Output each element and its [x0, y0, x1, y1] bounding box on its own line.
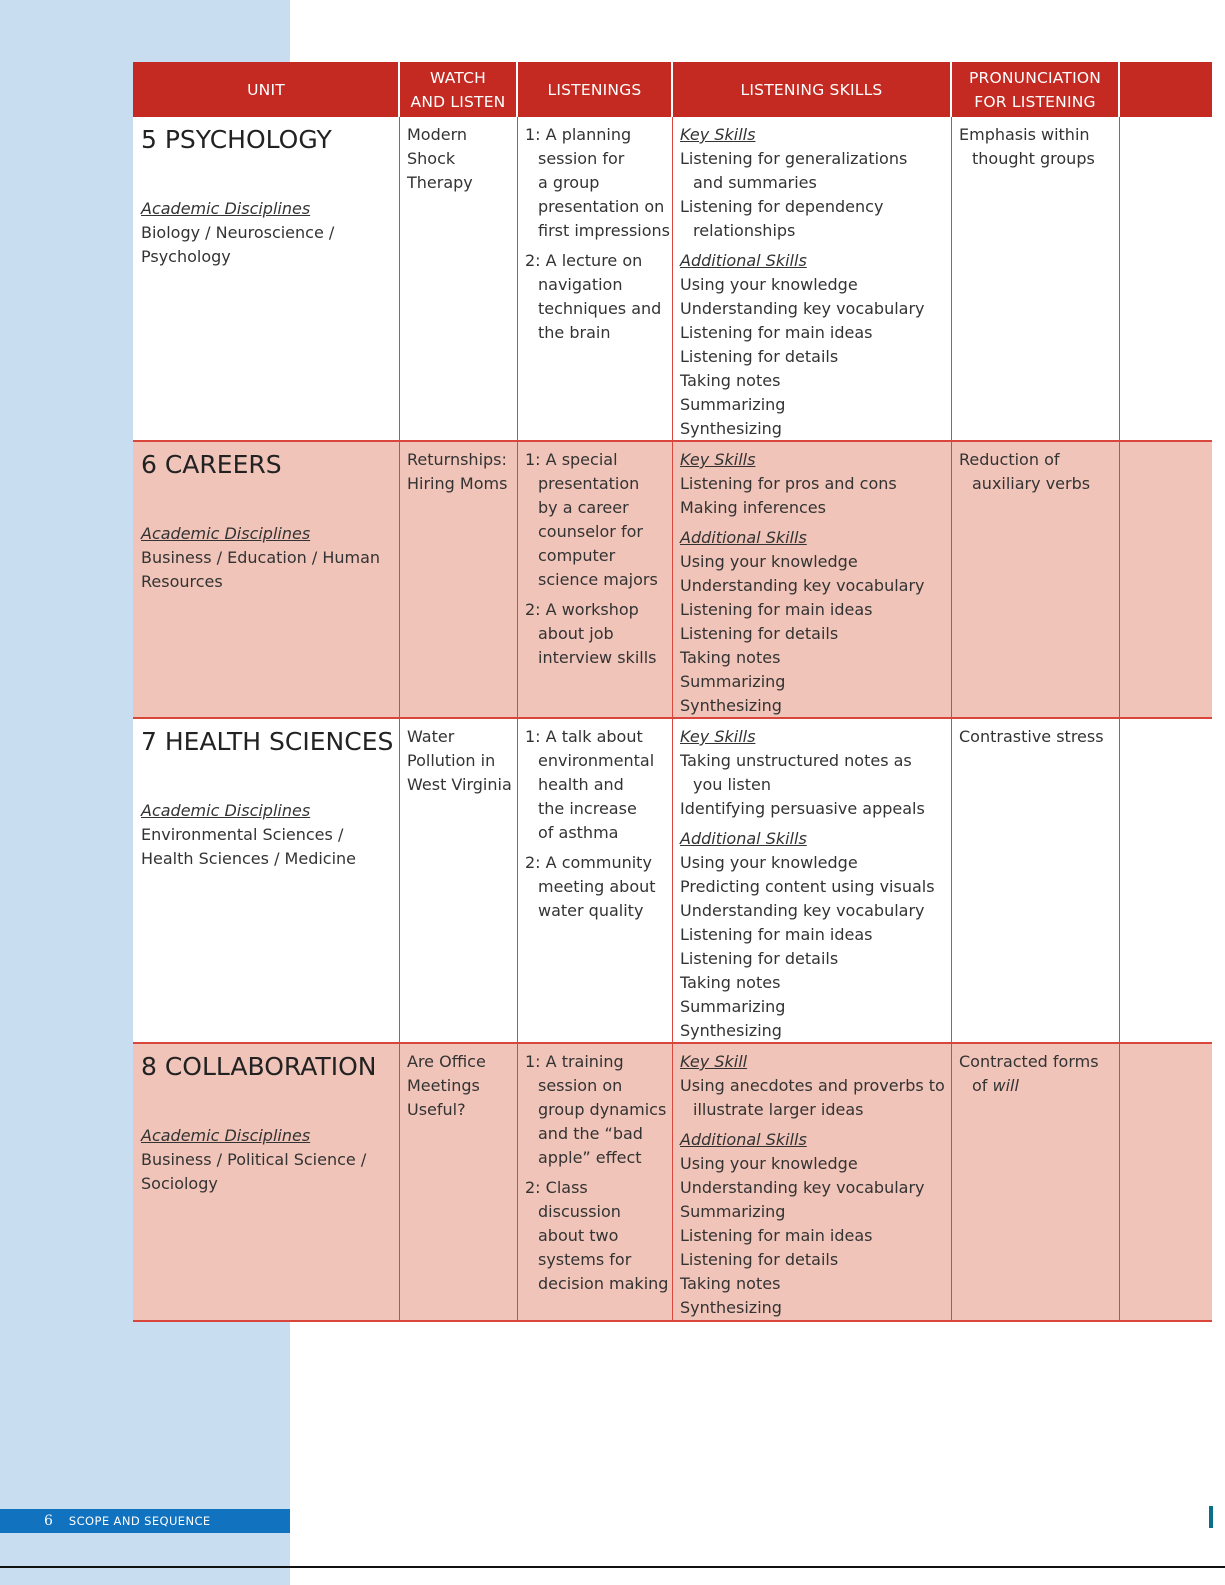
academic-disciplines-list: Business / Political Science / Sociology	[141, 1150, 367, 1193]
listening-item: 1: A training session on group dynamics and the “bad apple” effect	[525, 1052, 667, 1167]
additional-skills-label: Additional Skills	[680, 829, 807, 848]
unit-title: 8 COLLABORATION	[141, 1052, 377, 1081]
additional-skill-item: Listening for details	[680, 347, 839, 366]
header-unit	[133, 62, 399, 117]
unit-row	[133, 719, 1212, 1044]
key-skills-label: Key Skills	[680, 450, 756, 469]
listening-item: 1: A special presentation by a career counselor for computer science majors	[525, 450, 658, 589]
listening-skills-cell	[680, 123, 950, 441]
column-divider	[951, 719, 953, 1042]
header-divider	[1118, 62, 1120, 117]
key-skill-item: Taking unstructured notes as you listen	[680, 751, 912, 794]
watch-listen-cell	[407, 123, 517, 195]
additional-skill-item: Summarizing	[680, 672, 786, 691]
additional-skill-item: Taking notes	[680, 973, 781, 992]
additional-skill-item: Synthesizing	[680, 419, 782, 438]
additional-skills-label: Additional Skills	[680, 251, 807, 270]
additional-skill-item: Summarizing	[680, 395, 786, 414]
watch-title: Modern Shock Therapy	[407, 125, 473, 192]
key-skills-label: Key Skill	[680, 1052, 748, 1071]
edge-mark	[1209, 1506, 1213, 1528]
pronunciation-italic-word: will	[992, 1076, 1019, 1095]
header-listening-skills	[673, 62, 950, 117]
listening-item: 2: A lecture on navigation techniques and the brain	[525, 251, 662, 342]
pronunciation-cell: Contrastive stress	[959, 727, 1104, 746]
additional-skill-item: Synthesizing	[680, 1021, 782, 1040]
key-skill-item: Listening for generalizations and summaries	[680, 149, 908, 192]
key-skill-item: Listening for dependency relationships	[680, 197, 884, 240]
column-divider	[672, 442, 674, 717]
unit-title: 7 HEALTH SCIENCES	[141, 727, 394, 756]
column-divider	[672, 719, 674, 1042]
watch-listen-cell	[407, 448, 517, 496]
key-skills-label: Key Skills	[680, 727, 756, 746]
key-skills-label: Key Skills	[680, 125, 756, 144]
additional-skill-item: Understanding key vocabulary	[680, 1178, 925, 1197]
listening-item: 2: A workshop about job interview skills	[525, 600, 657, 667]
header-pronunciation-text: PRONUNCIATION FOR LISTENING	[968, 68, 1102, 111]
unit-cell	[141, 725, 399, 871]
academic-disciplines-list: Biology / Neuroscience / Psychology	[141, 223, 335, 266]
academic-disciplines-label: Academic Disciplines	[141, 801, 311, 820]
pronunciation-cell: Emphasis within thought groups	[959, 125, 1095, 168]
key-skill-item: Identifying persuasive appeals	[680, 799, 925, 818]
additional-skill-item: Taking notes	[680, 648, 781, 667]
column-divider	[951, 1044, 953, 1320]
watch-listen-cell	[407, 725, 517, 797]
academic-disciplines-label: Academic Disciplines	[141, 524, 311, 543]
listening-item: 2: Class discussion about two systems for decision making	[525, 1178, 669, 1293]
additional-skill-item: Listening for details	[680, 624, 839, 643]
additional-skill-item: Using your knowledge	[680, 1154, 858, 1173]
header-listenings	[518, 62, 671, 117]
additional-skill-item: Taking notes	[680, 1274, 781, 1293]
watch-title: Returnships: Hiring Moms	[407, 450, 508, 493]
unit-row	[133, 117, 1212, 442]
listening-skills-cell	[680, 1050, 950, 1320]
table-header	[133, 62, 1212, 117]
academic-disciplines-list: Environmental Sciences / Health Sciences / Medicine	[141, 825, 357, 868]
academic-disciplines-list: Business / Education / Human Resources	[141, 548, 381, 591]
key-skill-item: Making inferences	[680, 498, 826, 517]
watch-title: Water Pollution in West Virginia	[407, 727, 512, 794]
watch-title: Are Office Meetings Useful?	[407, 1052, 486, 1119]
additional-skill-item: Predicting content using visuals	[680, 877, 935, 896]
listening-item: 2: A community meeting about water quality	[525, 853, 656, 920]
additional-skill-item: Summarizing	[680, 1202, 786, 1221]
additional-skill-item: Taking notes	[680, 371, 781, 390]
additional-skill-item: Using your knowledge	[680, 275, 858, 294]
additional-skill-item: Summarizing	[680, 997, 786, 1016]
header-watch	[400, 62, 516, 117]
key-skill-item: Listening for pros and cons	[680, 474, 897, 493]
pronunciation-cell: Contracted forms of will	[959, 1052, 1099, 1095]
pronunciation-cell: Reduction of auxiliary verbs	[959, 450, 1091, 493]
column-divider	[1119, 719, 1121, 1042]
key-skill-item: Using anecdotes and proverbs to illustrate larger ideas	[680, 1076, 945, 1119]
unit-title: 5 PSYCHOLOGY	[141, 125, 332, 154]
page-footer	[0, 1509, 290, 1533]
unit-row	[133, 442, 1212, 719]
additional-skill-item: Synthesizing	[680, 696, 782, 715]
listenings-cell	[525, 725, 671, 929]
additional-skill-item: Using your knowledge	[680, 552, 858, 571]
listening-item: 1: A talk about environmental health and the increase of asthma	[525, 727, 655, 842]
scope-sequence-table	[133, 62, 1212, 1322]
listening-item: 1: A planning session for a group presentation on first impressions	[525, 125, 670, 240]
column-divider	[672, 1044, 674, 1320]
column-divider	[672, 117, 674, 440]
page-number: 6	[44, 1513, 53, 1529]
additional-skill-item: Understanding key vocabulary	[680, 299, 925, 318]
column-divider	[951, 442, 953, 717]
additional-skill-item: Listening for main ideas	[680, 323, 873, 342]
header-watch-text: WATCH AND LISTEN	[410, 68, 506, 111]
unit-title: 6 CAREERS	[141, 450, 282, 479]
additional-skill-item: Listening for details	[680, 949, 839, 968]
additional-skill-item: Synthesizing	[680, 1298, 782, 1317]
additional-skill-item: Listening for details	[680, 1250, 839, 1269]
listenings-cell	[525, 1050, 671, 1302]
page-bottom-rule	[0, 1566, 1225, 1568]
header-pronunciation	[952, 62, 1118, 117]
additional-skills-label: Additional Skills	[680, 528, 807, 547]
additional-skill-item: Understanding key vocabulary	[680, 901, 925, 920]
additional-skill-item: Understanding key vocabulary	[680, 576, 925, 595]
additional-skill-item: Listening for main ideas	[680, 925, 873, 944]
additional-skill-item: Listening for main ideas	[680, 1226, 873, 1245]
header-skills-text: LISTENING SKILLS	[740, 80, 883, 99]
unit-cell	[141, 1050, 399, 1196]
listenings-cell	[525, 123, 671, 351]
header-unit-text: UNIT	[247, 80, 285, 99]
unit-row	[133, 1044, 1212, 1322]
additional-skill-item: Using your knowledge	[680, 853, 858, 872]
academic-disciplines-label: Academic Disciplines	[141, 1126, 311, 1145]
additional-skill-item: Listening for main ideas	[680, 600, 873, 619]
footer-section-label: SCOPE AND SEQUENCE	[68, 1514, 211, 1528]
listening-skills-cell	[680, 725, 950, 1043]
unit-cell	[141, 123, 399, 269]
watch-listen-cell	[407, 1050, 517, 1122]
academic-disciplines-label: Academic Disciplines	[141, 199, 311, 218]
header-listenings-text: LISTENINGS	[547, 80, 642, 99]
column-divider	[951, 117, 953, 440]
additional-skills-label: Additional Skills	[680, 1130, 807, 1149]
listenings-cell	[525, 448, 671, 676]
unit-cell	[141, 448, 399, 594]
listening-skills-cell	[680, 448, 950, 718]
